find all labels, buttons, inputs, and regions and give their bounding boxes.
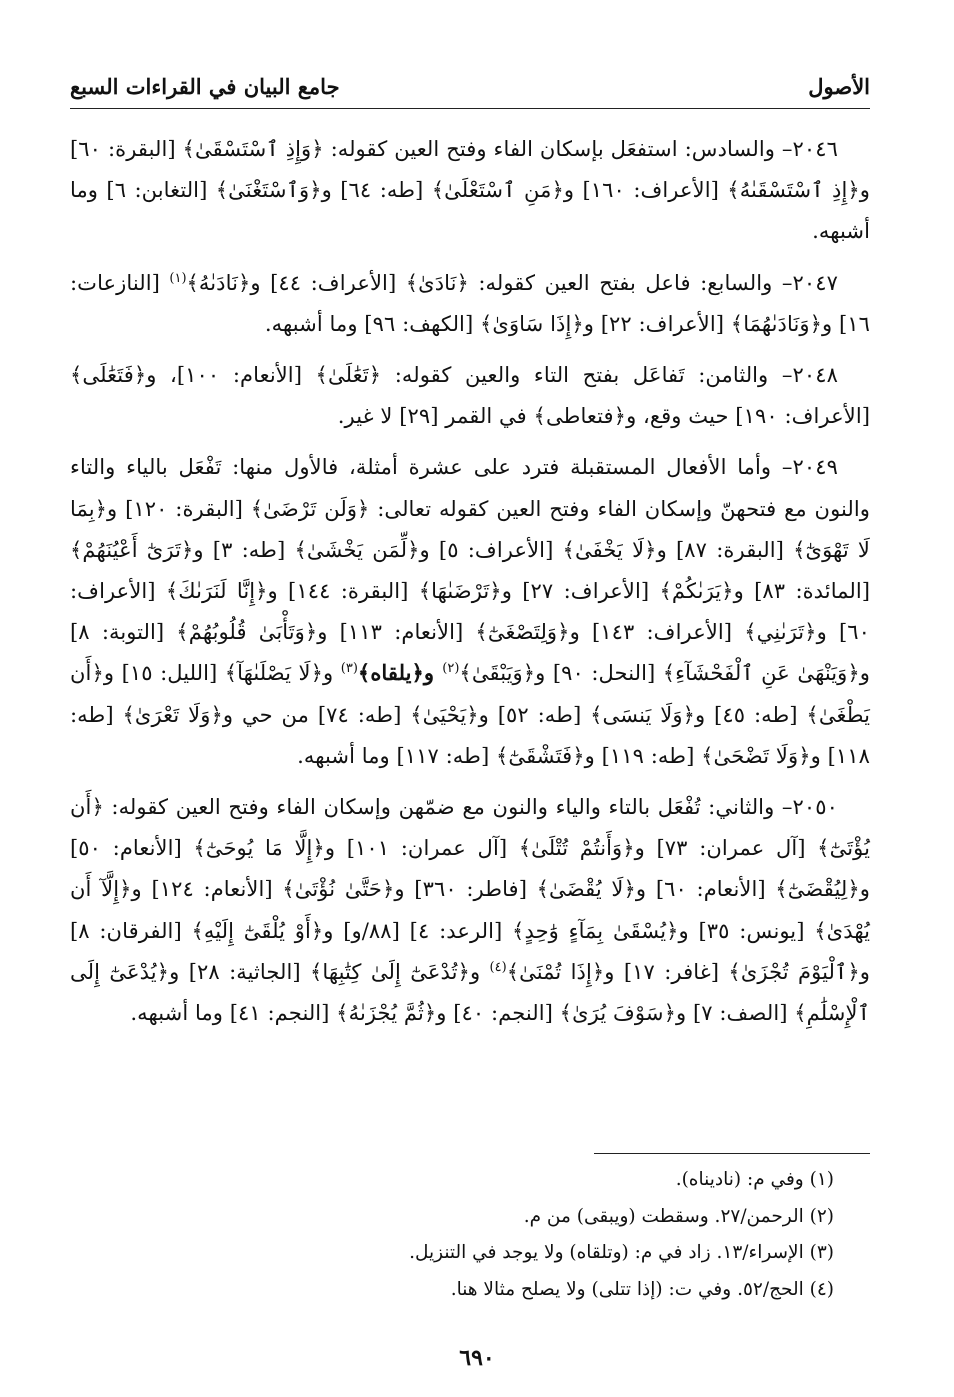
- paragraph-text: – والسابع: فاعل بفتح العين كقوله: ﴿نَادَىٰ﴾ [الأعراف: ٤٤] و﴿نَادَىٰهُ﴾: [186, 269, 793, 295]
- header-book-title: جامع البيان في القراءات السبع: [70, 74, 340, 99]
- paragraph-2047: [70, 262, 870, 344]
- footnote-marker: (٢): [442, 661, 460, 677]
- paragraph-text: – والثامن: تَفاعَل بفتح التاء والعين كقوله: ﴿تَعَٰلَىٰ﴾ [الأنعام: ١٠٠]، و﴿فَتَعَٰلَى﴾ [الأعراف: ١٩٠] حيث وقع، و﴿فتعاطى﴾ في القمر [٢٩] لا غير.: [70, 362, 870, 429]
- footnote-3: (٣) الإسراء/١٣. زاد في م: (وتلقاه) ولا يوجد في التنزيل.: [409, 1242, 834, 1263]
- paragraph-2049: [70, 446, 870, 776]
- paragraph-number: ٢٠٤٩: [792, 454, 838, 480]
- paragraph-text-continued: و﴿تُدْعَىٰٓ إِلَىٰ كِتَٰبِهَا﴾ [الجاثية: ٢٨] و﴿يُدْعَىٰٓ إِلَى ٱلْإِسْلَٰمِ﴾ [الصف: ٧] و﴿سَوْفَ يُرَىٰ﴾ [النجم: ٤٠] و﴿ثُمَّ يُجْزَىٰهُ﴾ [النجم: ٤١] وما أشبهه.: [70, 958, 870, 1026]
- paragraph-text-continued: [النازعات: ١٦] و﴿وَنَادَىٰهُمَا﴾ [الأعراف: ٢٢] و﴿إِذَا سَاوَىٰ﴾ [الكهف: ٩٦] وما أشبهه.: [70, 269, 870, 336]
- main-text: [70, 128, 870, 1043]
- paragraph-text: – وأما الأفعال المستقبلة فترد على عشرة أمثلة، فالأول منها: تَفْعَل بالياء والتاء والنون مع فتحهنّ وإسكان الفاء وفتح العين كقوله تعالى: ﴿وَلَن تَرْضَىٰ﴾ [البقرة: ١٢٠] و﴿بِمَا لَا تَهْوَىٰٓ﴾ [البقرة: ٨٧] و﴿لَا يَخْفَىٰ﴾ [الأعراف: ٥] و﴿لِّمَن يَخْشَىٰ﴾ [طه: ٣] و﴿تَرَىٰٓ أَعْيُنَهُمْ﴾ [المائدة: ٨٣] و﴿يَرَىٰكُمْ﴾ [الأعراف: ٢٧] و﴿تَرْضَىٰهَا﴾ [البقرة: ١٤٤] و﴿إِنَّا لَنَرَىٰكَ﴾ [الأعراف: ٦٠] و﴿تَرَىٰنِي﴾ [الأعراف: ١٤٣] و﴿وَلِتَصْغَىٰٓ﴾ [الأنعام: ١١٣] و﴿وَتَأْبَىٰ قُلُوبُهُمْ﴾ [التوبة: ٨] و﴿وَيَنْهَىٰ عَنِ ٱلْفَحْشَآءِ﴾ [النحل: ٩٠] و﴿وَيَبْقَىٰ﴾: [70, 454, 871, 686]
- paragraph-text: – والثاني: تُفْعَل بالتاء والياء والنون مع ضمّهن وإسكان الفاء وفتح العين كقوله: ﴿أَن يُؤْتَىٰٓ﴾ [آل عمران: ٧٣] و﴿وَأَنتُمْ تُتْلَىٰ﴾ [آل عمران: ١٠١] و﴿إِلَّا مَا يُوحَىٰٓ﴾ [الأنعام: ٥٠] و﴿لِيُقْضَىٰٓ﴾ [الأنعام: ٦٠] و﴿لَا يُقْضَىٰ﴾ [فاطر: ٣٦٠] و﴿حَتَّىٰ نُؤْتَىٰ﴾ [الأنعام: ١٢٤] و﴿إِلَّآ أَن يُهْدَىٰ﴾ [يونس: ٣٥] و﴿يُسْقَىٰ بِمَآءٍ وَٰحِدٍ﴾ [الرعد: ٤] [٨٨/و] و﴿أَوْ يُلْقَىٰٓ إِلَيْهِ﴾ [الفرقان: ٨] و﴿ٱلْيَوْمَ تُجْزَىٰ﴾ [غافر: ١٧] و﴿إِذَا تُمْنَىٰ﴾: [70, 794, 870, 984]
- paragraph-number: ٢٠٥٠: [792, 794, 838, 820]
- footnote-1: (١) وفي م: (نادیناه).: [675, 1169, 834, 1190]
- footnote-marker: (١): [169, 270, 187, 286]
- footnote-2: (٢) الرحمن/٢٧. وسقطت (ويبقى) من م.: [523, 1205, 834, 1227]
- footnote-4: (٤) الحج/٥٢. وفي ت: (إذا تتلى) ولا يصلح مثالا هنا.: [450, 1278, 834, 1300]
- paragraph-number: ٢٠٤٧: [792, 269, 839, 295]
- footnotes: [114, 1162, 834, 1308]
- paragraph-text-continued: و﴿يلقاه﴾: [357, 660, 443, 686]
- paragraph-text: – والسادس: استفعَل بإسكان الفاء وفتح العين كقوله: ﴿وَإِذِ ٱسْتَسْقَىٰ﴾ [البقرة: ٦٠] و﴿إِذِ ٱسْتَسْقَىٰهُ﴾ [الأعراف: ١٦٠] و﴿مَنِ ٱسْتَعْلَىٰ﴾ [طه: ٦٤] و﴿وَٱسْتَغْنَىٰ﴾ [التغابن: ٦] وما أشبهه.: [70, 136, 870, 244]
- paragraph-2048: [70, 354, 870, 436]
- paragraph-number: ٢٠٤٨: [792, 362, 838, 388]
- footnote-separator: [594, 1153, 870, 1154]
- page-number: ٦٩٠: [459, 1345, 495, 1371]
- running-header: [70, 70, 870, 109]
- paragraph-text-continued: و﴿لَا يَصْلَىٰهَآ﴾ [الليل: ١٥] و﴿أَن يَطْغَىٰ﴾ [طه: ٤٥] و﴿وَلَا يَنسَى﴾ [طه: ٥٢] و﴿يَحْيَىٰ﴾ [طه: ٧٤] من حي و﴿وَلَا تَعْرَىٰ﴾ [طه: ١١٨] و﴿وَلَا تَضْحَىٰ﴾ [طه: ١١٩] و﴿فَتَشْقَىٰٓ﴾ [طه: ١١٧] وما أشبهه.: [70, 660, 870, 768]
- paragraph-2050: [70, 786, 870, 1033]
- header-section-title: الأصول: [808, 74, 870, 99]
- footnote-marker: (٣): [340, 661, 358, 677]
- footnote-marker: (٤): [489, 959, 507, 975]
- paragraph-2046: [70, 128, 870, 252]
- paragraph-number: ٢٠٤٦: [792, 136, 838, 161]
